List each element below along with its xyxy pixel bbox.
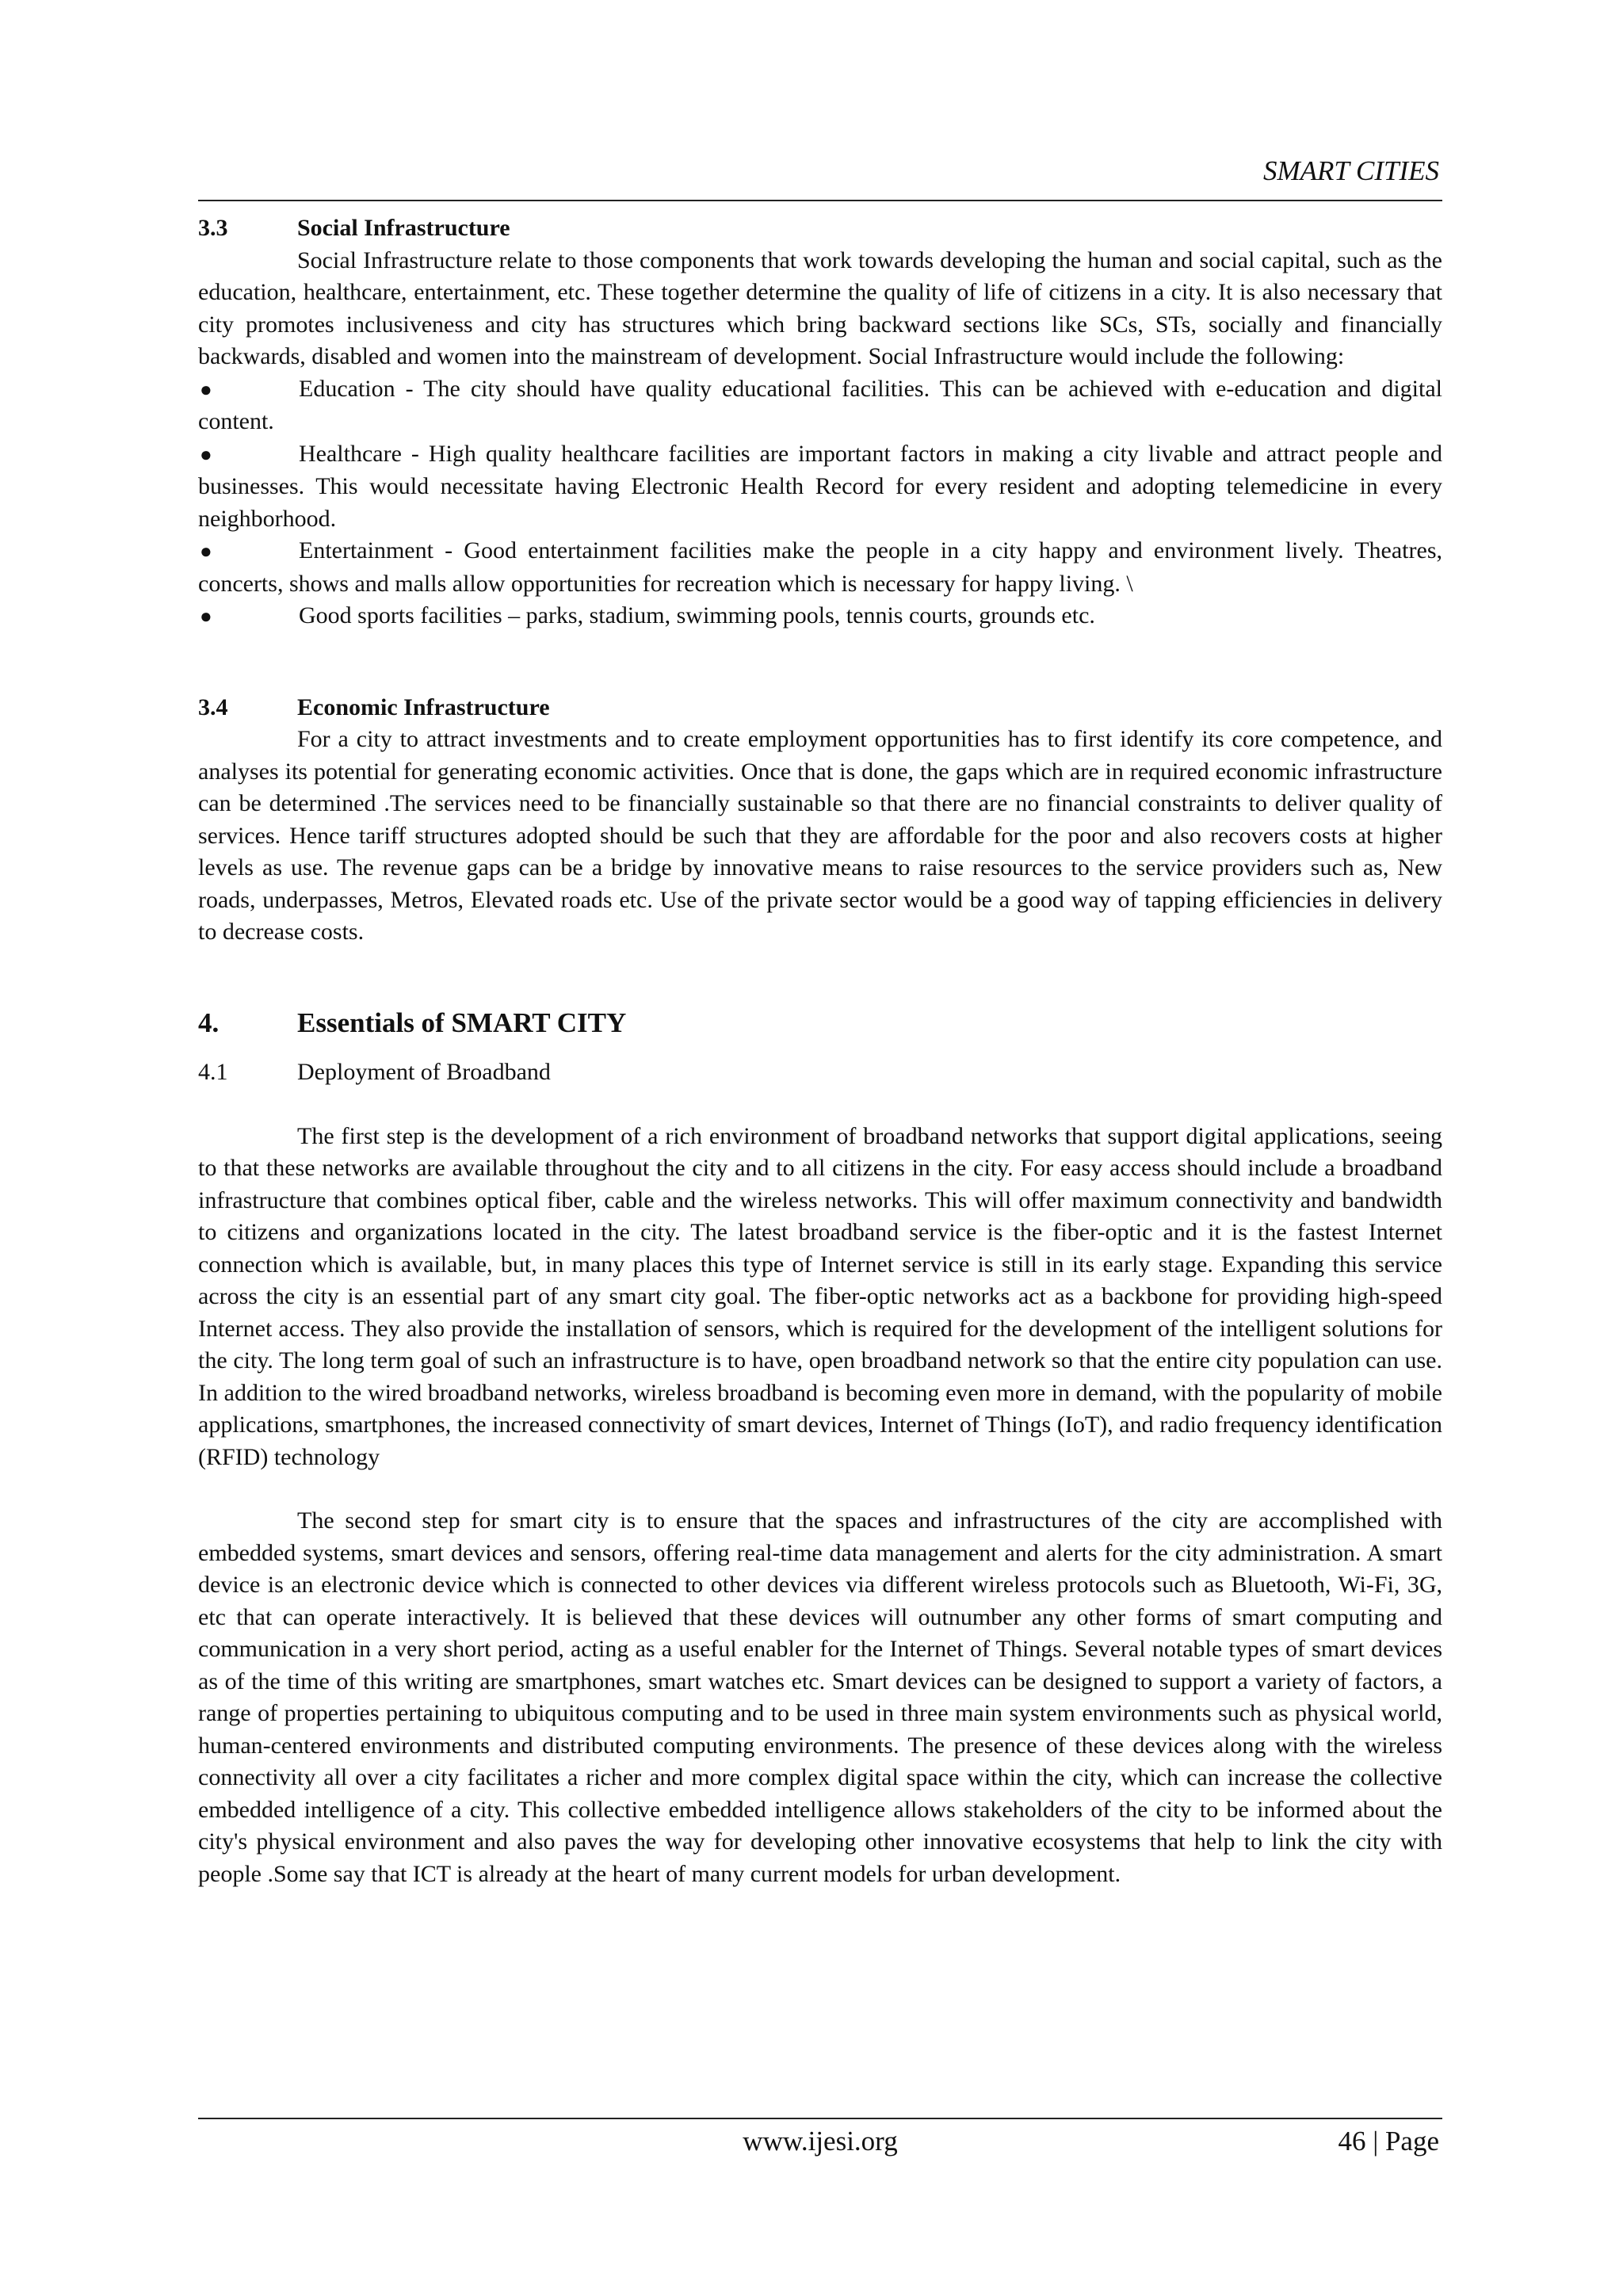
section-number: 3.4: [198, 693, 228, 720]
section-heading-3-4: [198, 692, 1442, 724]
bullet-text: Good sports facilities – parks, stadium, swimming pools, tennis courts, grounds etc.: [299, 602, 1095, 628]
section-number: 3.3: [198, 215, 228, 241]
economic-infrastructure-body: For a city to attract investments and to create employment opportunities has to first identify its core competence, and analyses its potential for generating economic activities. Once that is done, the gaps which are in required economic infrastructure can be determined .The services need to be financially sustainable so that there are no financial constraints to deliver quality of services. Hence tariff structures adopted should be such that they are affordable for the poor and also recovers costs at higher levels as use. The revenue gaps can be a bridge by innovative means to raise resources to the service providers such as, New roads, underpasses, Metros, Elevated roads etc. Use of the private sector would be a good way of tapping efficiencies in delivery to decrease costs.: [198, 726, 1442, 945]
bullet-entertainment: [198, 535, 1442, 600]
bullet-sports: [198, 600, 1442, 633]
section-heading-3-3: [198, 212, 1442, 245]
subsection-title: Deployment of Broadband: [297, 1059, 551, 1085]
broadband-paragraph-1: The first step is the development of a rich environment of broadband networks that support digital applications, seeing to that these networks are available throughout the city and to all citizens in the city. For easy access should include a broadband infrastructure that combines optical fiber, cable and the wireless networks. This will offer maximum connectivity and bandwidth to citizens and organizations located in the city. The latest broadband service is the fiber-optic and it is the fastest Internet connection which is available, but, in many places this type of Internet service is still in its early stage. Expanding this service across the city is an essential part of any smart city goal. The fiber-optic networks act as a backbone for providing high-speed Internet access. They also provide the installation of sensors, which is required for the development of the intelligent solutions for the city. The long term goal of such an infrastructure is to have, open broadband network so that the entire city population can use. In addition to the wired broadband networks, wireless broadband is becoming even more in demand, with the popularity of mobile applications, smartphones, the increased connectivity of smart devices, Internet of Things (IoT), and radio frequency identification (RFID) technology: [198, 1122, 1442, 1470]
bullet-icon: ●: [200, 442, 212, 466]
page-body: [198, 212, 1442, 1890]
bullet-healthcare: [198, 438, 1442, 536]
section-title: Essentials of SMART CITY: [297, 1007, 627, 1038]
bullet-icon: ●: [200, 605, 212, 628]
social-infrastructure-intro: Social Infrastructure relate to those components that work towards developing the human and social capital, such as the education, healthcare, entertainment, etc. These together determine the quality of life of citizens in a city. It is also necessary that city promotes inclusiveness and city has structures which bring backward sections like SCs, STs, socially and financially backwards, disabled and women into the mainstream of development. Social Infrastructure would include the following:: [198, 246, 1442, 369]
section-number: 4.: [198, 1007, 220, 1038]
footer-rule: [198, 2118, 1442, 2119]
running-title: SMART CITIES: [1263, 155, 1439, 186]
footer-page-number: 46 | Page: [1338, 2126, 1439, 2157]
footer-website: www.ijesi.org: [743, 2126, 898, 2157]
section-title: Economic Infrastructure: [297, 693, 550, 720]
bullet-icon: ●: [200, 377, 212, 401]
paper-page: [198, 0, 1442, 2296]
bullet-text: Healthcare - High quality healthcare facilities are important factors in making a city livable and attract people and businesses. This would necessitate having Electronic Health Record for every resident and adopting telemedicine in every neighborhood.: [198, 440, 1442, 532]
bullet-icon: ●: [200, 540, 212, 563]
subsection-heading-4-1: [198, 1056, 1442, 1089]
bullet-education: [198, 373, 1442, 438]
bullet-text: Entertainment - Good entertainment facilities make the people in a city happy and environment lively. Theatres, concerts, shows and malls allow opportunities for recreation which is necessary for happy living. \: [198, 537, 1442, 597]
bullet-text: Education - The city should have quality educational facilities. This can be achieved with e-education and digital content.: [198, 375, 1442, 434]
header-rule: [198, 200, 1442, 201]
broadband-paragraph-2: The second step for smart city is to ensure that the spaces and infrastructures of the city are accomplished with embedded systems, smart devices and sensors, offering real-time data management and alerts for the city administration. A smart device is an electronic device which is connected to other devices via different wireless protocols such as Bluetooth, Wi-Fi, 3G, etc that can operate interactively. It is believed that these devices will outnumber any other forms of smart computing and communication in a very short period, acting as a useful enabler for the Internet of Things. Several notable types of smart devices as of the time of this writing are smartphones, smart watches etc. Smart devices can be designed to support a variety of factors, a range of properties pertaining to ubiquitous computing and to be used in three main system environments such as physical world, human-centered environments and distributed computing environments. The presence of these devices along with the wireless connectivity all over a city facilitates a richer and more complex digital space within the city, which can increase the collective embedded intelligence of a city. This collective embedded intelligence allows stakeholders of the city to be informed about the city's physical environment and also paves the way for developing other innovative ecosystems that help to link the city with people .Some say that ICT is already at the heart of many current models for urban development.: [198, 1507, 1442, 1887]
section-title: Social Infrastructure: [297, 215, 510, 241]
subsection-number: 4.1: [198, 1059, 228, 1085]
section-heading-4: [198, 1007, 1442, 1040]
